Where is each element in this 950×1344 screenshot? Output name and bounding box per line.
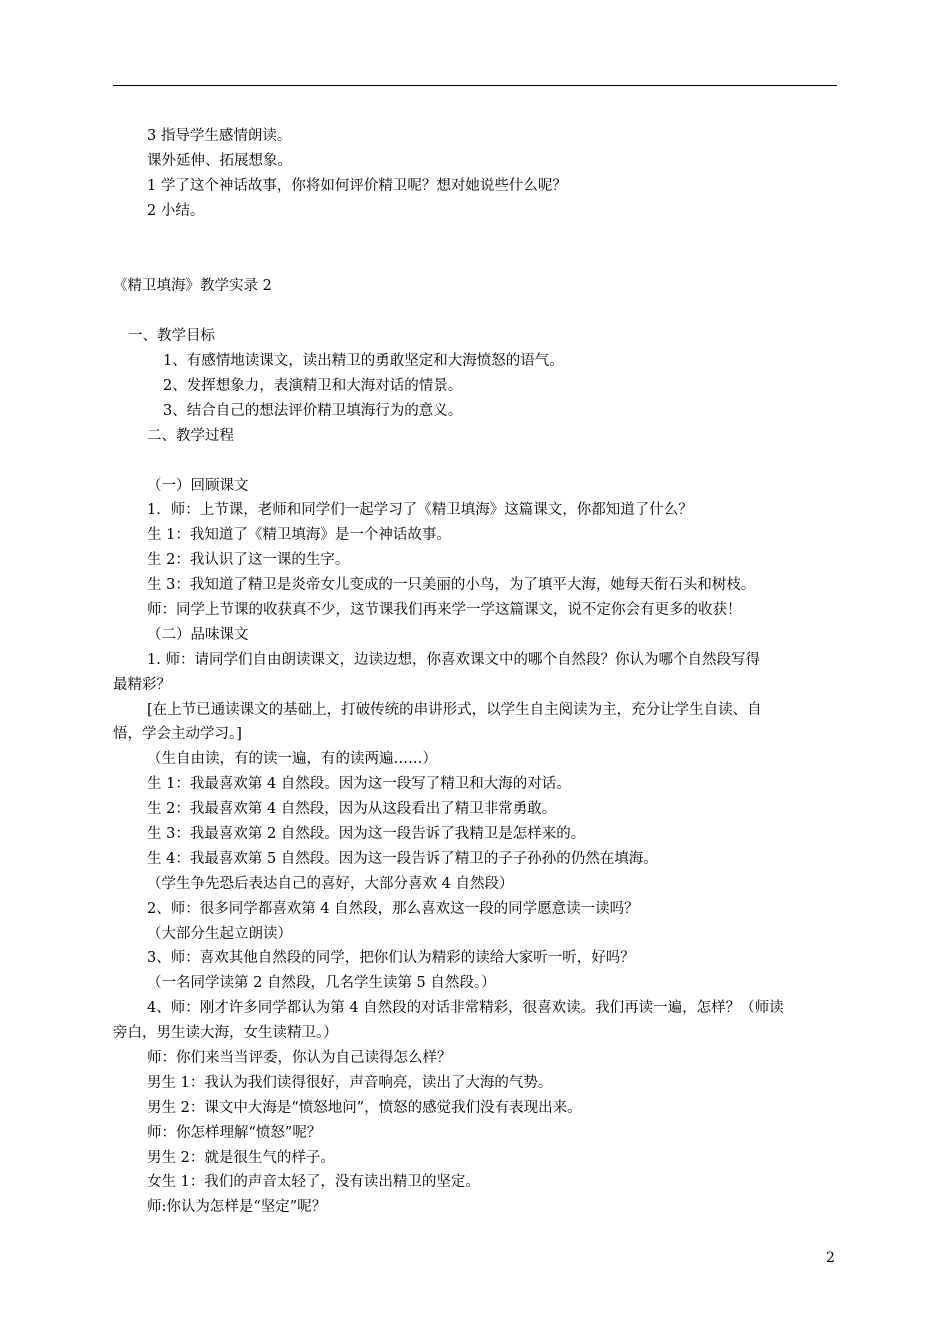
text-line: 最精彩？ [113,677,171,693]
text-line: 3 指导学生感情朗读。 [147,128,292,144]
text-line: 旁白，男生读大海，女生读精卫。） [113,1025,338,1041]
text-line: 3、师：喜欢其他自然段的同学，把你们认为精彩的读给大家听一听，好吗？ [147,950,635,966]
text-line: 生 1：我知道了《精卫填海》是一个神话故事。 [147,527,451,543]
subheading-savor: （二）品味课文 [147,627,249,643]
text-line: 4、师：刚才许多同学都认为第 4 自然段的对话非常精彩，很喜欢读。我们再读一遍，怎样？（师读 [147,1000,784,1016]
text-line: 1. 师：请同学们自由朗读课文，边读边想，你喜欢课文中的哪个自然段？你认为哪个自然段写得 [147,652,760,668]
text-line: 生 3：我知道了精卫是炎帝女儿变成的一只美丽的小鸟，为了填平大海，她每天衔石头和树枝。 [147,577,756,593]
text-line: 师：同学上节课的收获真不少，这节课我们再来学一学这篇课文，说不定你会有更多的收获！ [147,602,742,618]
text-line: 生 2：我认识了这一课的生字。 [147,552,350,568]
text-line: 师：你们来当当评委，你认为自己读得怎么样？ [147,1050,452,1066]
text-line: 男生 2：就是很生气的样子。 [147,1150,335,1166]
page-number: 2 [826,1250,835,1266]
text-line: 男生 2：课文中大海是“愤怒地问”，愤怒的感觉我们没有表现出来。 [147,1100,582,1116]
text-line: 生 1：我最喜欢第 4 自然段。因为这一段写了精卫和大海的对话。 [147,776,571,792]
text-line: （学生争先恐后表达自己的喜好，大部分喜欢 4 自然段） [147,876,514,892]
objective-item: 2、发挥想象力，表演精卫和大海对话的情景。 [163,378,463,394]
text-line: 课外延伸、拓展想象。 [147,153,292,169]
text-line: 2 小结。 [147,203,205,219]
heading-process: 二、教学过程 [147,428,234,444]
subheading-review: （一）回顾课文 [147,478,249,494]
text-line: 师：你怎样理解“愤怒”呢？ [147,1125,322,1141]
section-title: 《精卫填海》教学实录 2 [113,278,272,294]
text-line: 1．师：上节课，老师和同学们一起学习了《精卫填海》这篇课文，你都知道了什么？ [147,502,693,518]
text-line: 悟，学会主动学习。] [113,726,242,742]
text-line: 1 学了这个神话故事，你将如何评价精卫呢？想对她说些什么呢？ [147,178,567,194]
text-line: （生自由读，有的读一遍，有的读两遍……） [147,751,437,767]
objective-item: 1、有感情地读课文，读出精卫的勇敢坚定和大海愤怒的语气。 [163,353,564,369]
text-line: 师:你认为怎样是“坚定”呢？ [147,1199,327,1215]
text-line: 生 2：我最喜欢第 4 自然段，因为从这段看出了精卫非常勇敢。 [147,801,557,817]
text-line: 2、师：很多同学都喜欢第 4 自然段，那么喜欢这一段的同学愿意读一读吗？ [147,901,639,917]
heading-objectives: 一、教学目标 [128,328,215,344]
objective-item: 3、结合自己的想法评价精卫填海行为的意义。 [163,403,463,419]
text-line: [在上节已通读课文的基础上，打破传统的串讲形式，以学生自主阅读为主，充分让学生自读、自 [147,702,762,718]
text-line: 生 3：我最喜欢第 2 自然段。因为这一段告诉了我精卫是怎样来的。 [147,826,586,842]
text-line: 生 4：我最喜欢第 5 自然段。因为这一段告诉了精卫的子子孙孙的仍然在填海。 [147,851,658,867]
text-line: （大部分生起立朗读） [147,926,292,942]
text-line: （一名同学读第 2 自然段，几名学生读第 5 自然段。） [147,975,496,991]
header-rule [113,85,837,86]
text-line: 男生 1：我认为我们读得很好，声音响亮，读出了大海的气势。 [147,1075,553,1091]
text-line: 女生 1：我们的声音太轻了，没有读出精卫的坚定。 [147,1174,480,1190]
